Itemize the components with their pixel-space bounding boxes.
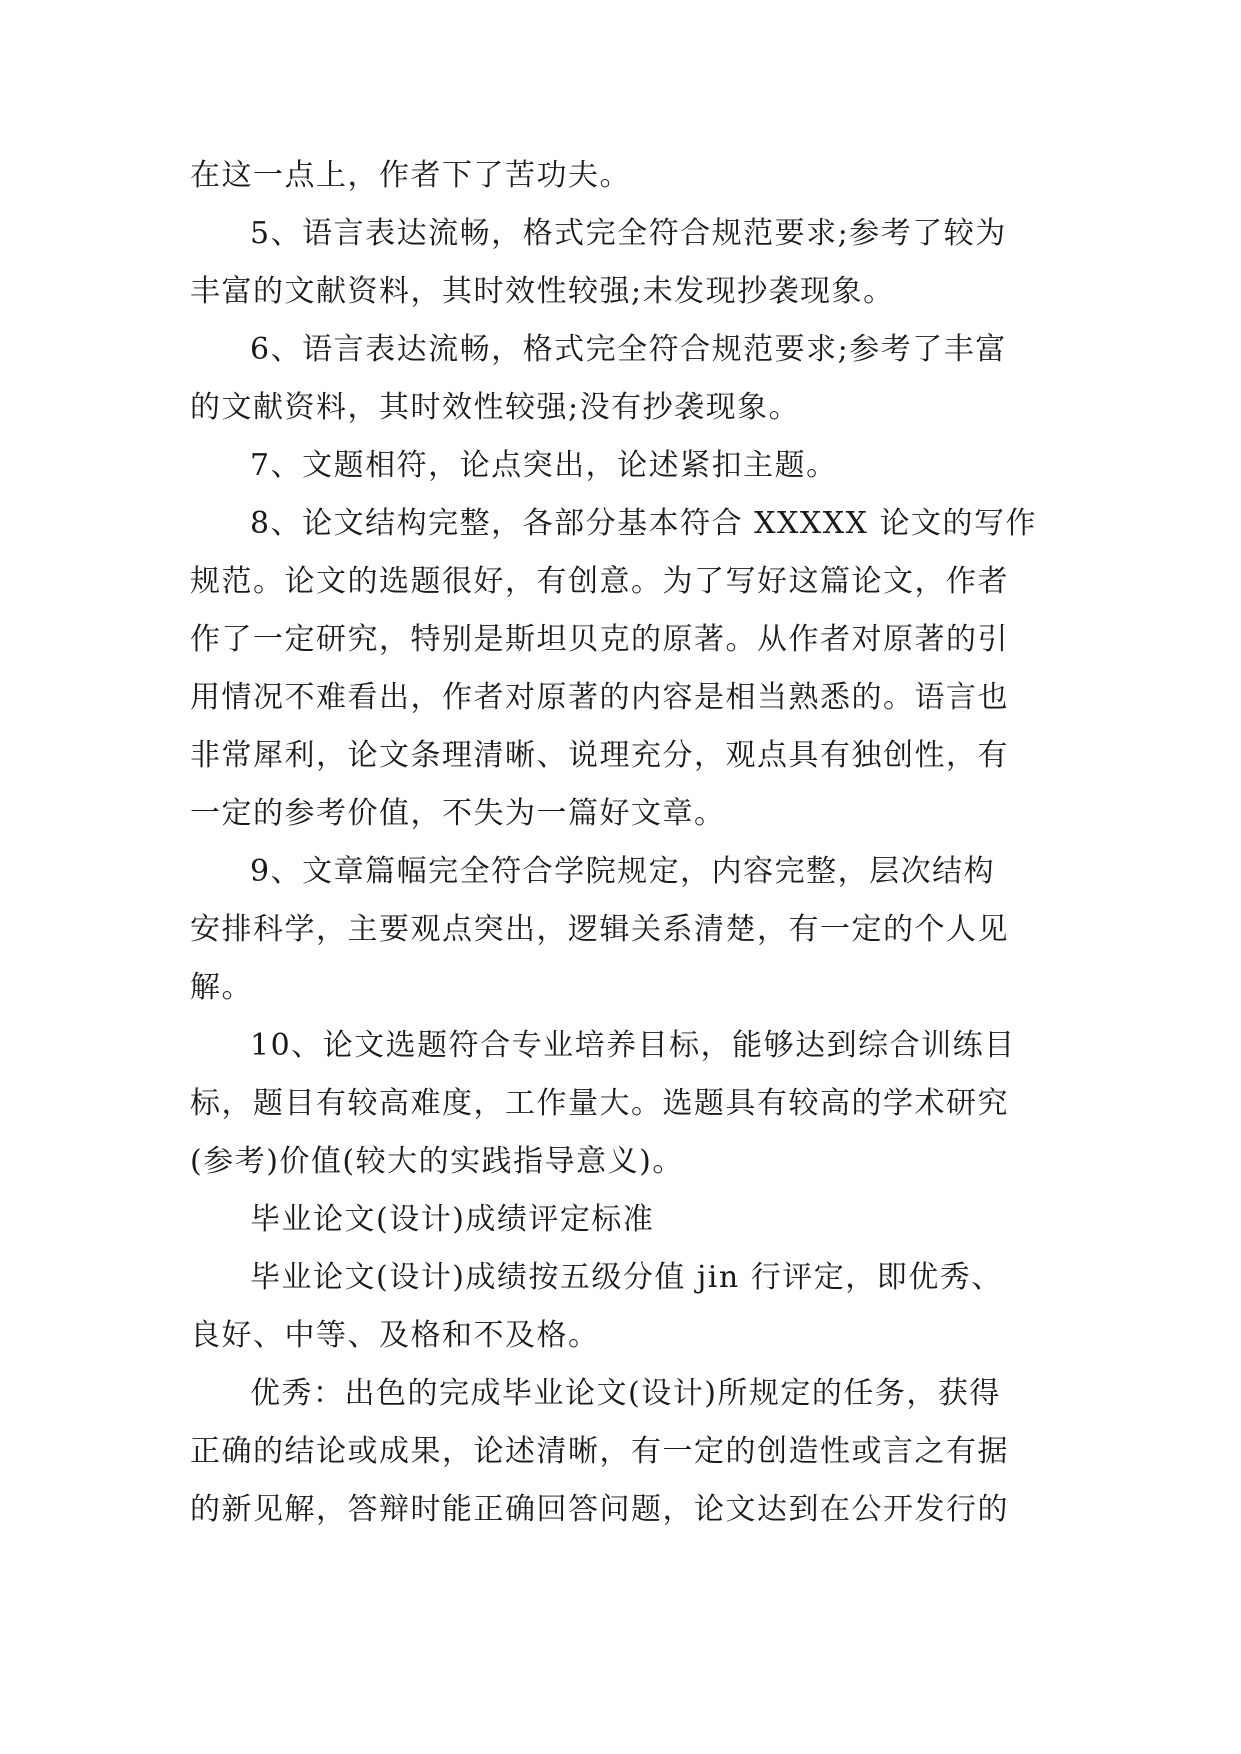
text-line: 在这一点上，作者下了苦功夫。	[190, 158, 631, 193]
text-line: 毕业论文(设计)成绩按五级分值 jin 行评定，即优秀、	[250, 1260, 1003, 1295]
text-line: 解。	[190, 970, 253, 1005]
text-line: 正确的结论或成果，论述清晰，有一定的创造性或言之有据	[190, 1434, 1009, 1469]
text-line: 丰富的文献资料，其时效性较强;未发现抄袭现象。	[190, 274, 895, 309]
text-line: 6、语言表达流畅，格式完全符合规范要求;参考了丰富	[250, 332, 1007, 367]
text-line: 的文献资料，其时效性较强;没有抄袭现象。	[190, 390, 801, 425]
text-line: 良好、中等、及格和不及格。	[190, 1318, 600, 1353]
text-line: 作了一定研究，特别是斯坦贝克的原著。从作者对原著的引	[190, 622, 1009, 657]
text-line: 标，题目有较高难度，工作量大。选题具有较高的学术研究	[190, 1086, 1009, 1121]
text-line: (参考)价值(较大的实践指导意义)。	[190, 1144, 684, 1179]
text-line: 8、论文结构完整，各部分基本符合 XXXXX 论文的写作	[250, 506, 1037, 541]
text-line: 5、语言表达流畅，格式完全符合规范要求;参考了较为	[250, 216, 1007, 251]
text-line: 用情况不难看出，作者对原著的内容是相当熟悉的。语言也	[190, 680, 1009, 715]
document-body	[190, 156, 1052, 1548]
text-line: 非常犀利，论文条理清晰、说理充分，观点具有独创性，有	[190, 738, 1009, 773]
section-heading: 毕业论文(设计)成绩评定标准	[250, 1202, 655, 1237]
text-line: 安排科学，主要观点突出，逻辑关系清楚，有一定的个人见	[190, 912, 1009, 947]
text-line: 9、文章篇幅完全符合学院规定，内容完整，层次结构	[250, 854, 996, 889]
text-line: 优秀：出色的完成毕业论文(设计)所规定的任务，获得	[250, 1376, 1001, 1411]
text-line: 规范。论文的选题很好，有创意。为了写好这篇论文，作者	[190, 564, 1009, 599]
text-line: 7、文题相符，论点突出，论述紧扣主题。	[250, 448, 838, 483]
text-line: 10、论文选题符合专业培养目标，能够达到综合训练目	[250, 1028, 1016, 1063]
text-line: 一定的参考价值，不失为一篇好文章。	[190, 796, 726, 831]
text-line: 的新见解，答辩时能正确回答问题，论文达到在公开发行的	[190, 1492, 1009, 1527]
